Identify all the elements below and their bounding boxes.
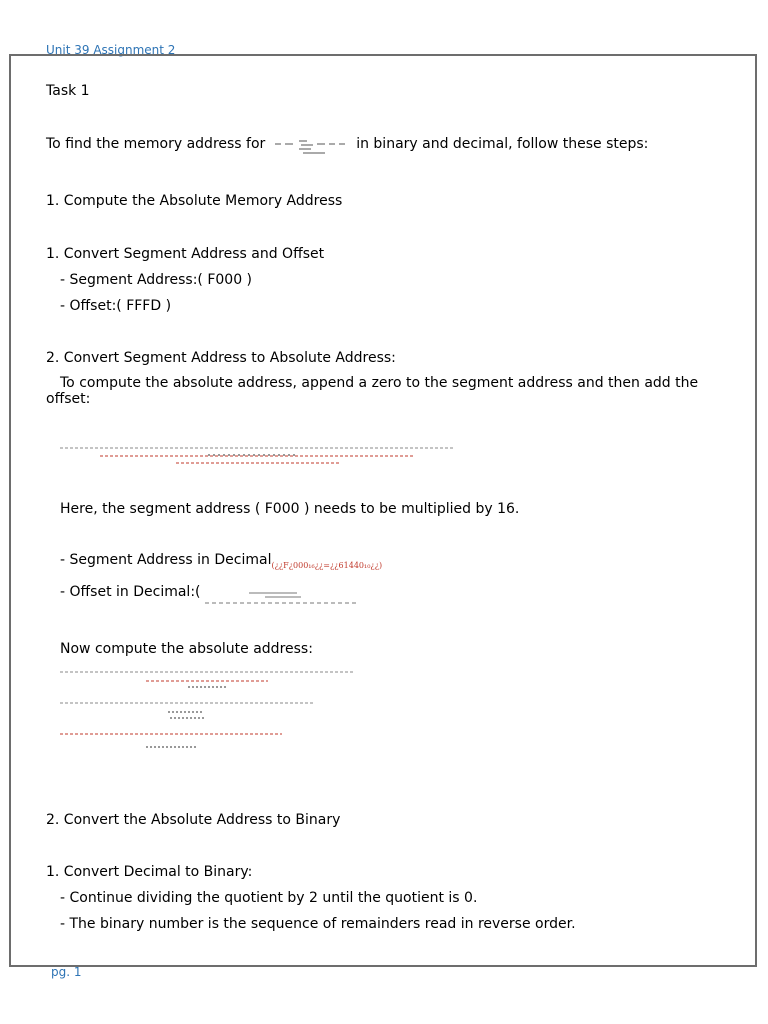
absolute-address-formula-image (58, 443, 458, 467)
step1-heading: 1. Convert Segment Address and Offset (46, 246, 325, 262)
intro-line (46, 136, 648, 156)
running-header: Unit 39 Assignment 2 (46, 43, 176, 57)
intro-after: in binary and decimal, follow these steps: (356, 136, 649, 152)
segment-decimal-formula: (¿¿F¿000₁₆¿¿=¿¿61440₁₀¿¿) (271, 561, 383, 570)
multiply-note: Here, the segment address ( F000 ) needs to be multiplied by 16. (60, 501, 520, 517)
section2-heading: 2. Convert the Absolute Address to Binary (46, 812, 341, 828)
segment-address-line: - Segment Address:( F000 ) (60, 272, 253, 288)
intro-before: To find the memory address for (46, 136, 266, 152)
absolute-address-computation-image (58, 668, 358, 752)
offset-decimal-label: - Offset in Decimal:( (60, 584, 201, 600)
step2-paragraph: To compute the absolute address, append a zero to the segment address and then add the offset: (46, 375, 699, 407)
offset-decimal-formula-image (205, 588, 361, 606)
offset-decimal-line (60, 584, 361, 606)
step2-heading: 2. Convert Segment Address to Absolute Address: (46, 350, 396, 366)
page-number: pg. 1 (51, 965, 82, 979)
task-title: Task 1 (46, 83, 90, 99)
section2-step1-heading: 1. Convert Decimal to Binary: (46, 864, 253, 880)
offset-line: - Offset:( FFFD ) (60, 298, 172, 314)
binary-bullet-2: - The binary number is the sequence of remainders read in reverse order. (60, 916, 576, 932)
section1-heading: 1. Compute the Absolute Memory Address (46, 193, 343, 209)
segment-decimal-line (60, 552, 382, 574)
segment-decimal-label: - Segment Address in Decimal (60, 552, 272, 568)
inline-formula-image (273, 136, 349, 156)
binary-bullet-1: - Continue dividing the quotient by 2 until the quotient is 0. (60, 890, 478, 906)
now-compute: Now compute the absolute address: (60, 641, 313, 657)
